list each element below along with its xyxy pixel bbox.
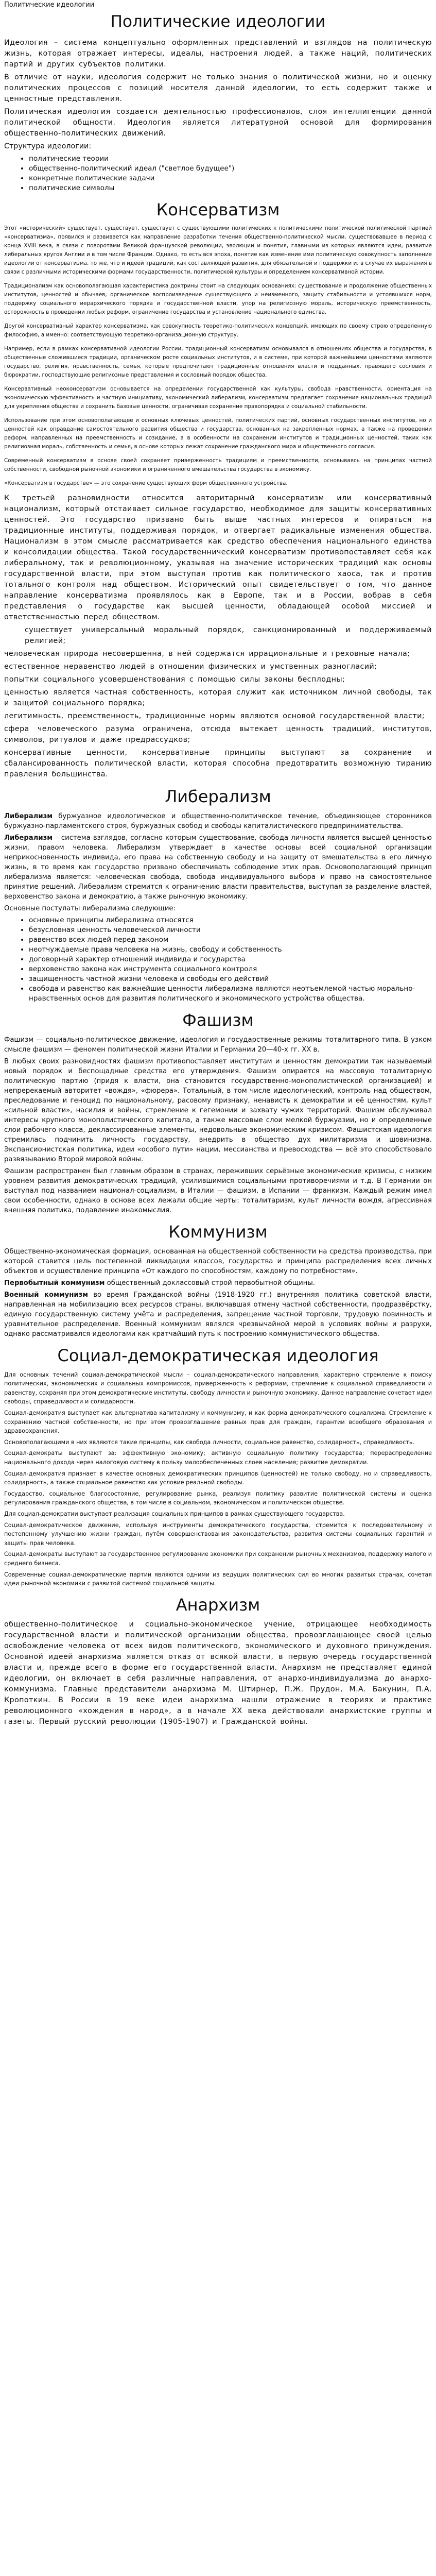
list-item: • неотчуждаемые права человека на жизнь, свободу и собственность bbox=[29, 945, 432, 955]
structure-list bbox=[4, 154, 432, 193]
section-title-social-democracy: Социал-демократическая идеология bbox=[57, 1345, 379, 1365]
paragraph: Для основных течений социал-демократической мысли – социал-демократического направления, характерно стремление к поиску политических, экономических и социальных компромиссов, приверженность к реформам, стремление к социальной справедливости и равенству, сохраняя при этом демократические институты, свободу личности и рыночную экономику. Данное направление сочетает идеи свободы, справедливости и солидарности. bbox=[4, 1371, 432, 1405]
paragraph: Основополагающими в них являются такие принципы, как свобода личности, социальное равенство, солидарность, справедливость. bbox=[4, 1438, 415, 1446]
section-title-anarchism: Анархизм bbox=[176, 1595, 260, 1615]
paragraph-text: во время Гражданской войны (1918-1920 гг.) внутренняя политика советской власти, направленная на мобилизацию всех ресурсов страны, включавшая отмену частной собственности, продразвёрстку, единую государственную систему учёта и распределения, запрещение частной торговли, трудовую повинность и уравнительное распределение. Военный коммунизм являлся чрезвычайной мерой в условиях войны и разрухи, однако рассматривался идеологами как кратчайший путь к построению коммунистического общества. bbox=[4, 1291, 432, 1338]
structure-label: Структура идеологии: bbox=[4, 142, 92, 150]
paragraph: «Консерватизм в государстве» — это сохранение существующих форм общественного устройства. bbox=[4, 480, 288, 487]
paragraph: попытки социального усовершенствования с помощью силы законы бесплодны; bbox=[4, 675, 345, 684]
paragraph-text: буржуазное идеологическое и общественно-политическое течение, объединяющее сторонников буржуазно-парламентского строя, буржуазных свобод и свободы капиталистического предпринимательства. bbox=[4, 812, 432, 831]
paragraph: общественно-политическое и социально-экономическое учение, отрицающее необходимость государственной власти и политической организации общества, провозглашающее своей целью освобождение человека от всех видов политического, экономического и духовного принуждения. Основной идеей анархизма является отказ от всякой власти, в первую очередь государственной власти и, прежде всего в форме его государственной власти. Анархизм не представляет единой идеологии, он включает в себя различные направления, от анархо-индивидуализма до анархо-коммунизма. Главные представители анархизма М. Штирнер, П.Ж. Прудон, М.А. Бакунин, П.А. Кропоткин. В России в 19 веке идеи анархизма нашли отражение в теориях и практике революционного «хождения в народ», а в начале XX века действовали анархистские группы и газеты. Первый русский революции (1905-1907) и Гражданской войны. bbox=[4, 1620, 432, 1726]
paragraph: Традиционализм как основополагающая характеристика доктрины стоит на следующих основаниях: существование и продолжение общественных институтов, ценностей и обычаев, органическое воспроизведение существующего и неизменного, защиту стабильности и устоявшихся норм, поддержку социального иерархического порядка и государственной власти, упор на религиозную мораль, историческую преемственность, осторожность в проведении любых реформ, ограничение государства и установление национального единства. bbox=[4, 283, 432, 316]
paragraph: Общественно-экономическая формация, основанная на общественной собственности на средства производства, при которой ставится цель постепенной ликвидации классов, государства и принципа распределения всех личных объектов и осуществление принципа «От каждого по способностям, каждому по потребностям». bbox=[4, 1247, 432, 1275]
paragraph: Государство, социальное благосостояние, регулирование рынка, реализуя политику развитие политической системы и оценка регулирования гражданского общества, в том числе в социальном, экономическом и политическом обществе. bbox=[4, 1490, 432, 1506]
paragraph: человеческая природа несовершенна, в ней содержатся иррациональные и греховные начала; bbox=[4, 650, 410, 658]
list-item: • защищенность частной жизни человека и свободы его действий bbox=[29, 974, 432, 984]
paragraph: легитимность, преемственность, традиционные нормы являются основой государственной власти; bbox=[4, 712, 425, 721]
paragraph: Политическая идеология создается деятельностью профессионалов, слоя интеллигенции данной политической общности. Идеология является литературной основой для формирования общественно-политических движений. bbox=[4, 107, 432, 138]
paragraph: консервативные ценности, консервативные принципы выступают за сохранение и сбалансированность политической власти, которая способна предотвратить возможную тиранию правления большинства. bbox=[4, 749, 432, 779]
paragraph: Социал-демократическое движение, используя инструменты демократического государства, стремится к последовательному и постепенному улучшению жизни граждан, путём совершенствования законодательства, развития системы социальных гарантий и защиты прав человека. bbox=[4, 1521, 432, 1547]
paragraph: естественное неравенство людей в отношении физических и умственных разногласий; bbox=[4, 663, 377, 671]
paragraph bbox=[4, 1278, 432, 1288]
paragraph-text: общественный доклассовый строй первобытной общины. bbox=[107, 1279, 315, 1287]
bold-term: Либерализм bbox=[4, 834, 53, 842]
paragraph: Использование при этом основополагающее и основных ключевых ценностей, политических партий, основных государственных институтов, но и ценностей как оправдание самостоятельного развития общества и государства, основанных на закрепленных нормах, а также на проведении реформ, направленных на преемственность и созидание, а в особенности на сохранении институтов и традиционных ценностей, таких как религиозная мораль, собственность и семья, в основе которых лежат сохранение гражданского мира и общественного согласия. bbox=[4, 417, 432, 450]
paragraph: Консервативный неоконсерватизм основывается на определении государственной как культуры, свобода нравственности, ориентация на экономическую эффективность и частную инициативу, экономический либерализм, консерватизм предлагает сохранение национальных традиций для укрепления общества и сохранить базовые ценности, ограничивая сохранение правопорядка и социальной стабильности. bbox=[4, 386, 432, 410]
paragraph: Например, если в рамках консервативной идеологии России, традиционный консерватизм основывался в отношениях общества и государства, в общественные сложившиеся традиции, органическом росте социальных институтов, и в системе, при которой важнейшими ценностями являются государство, религия, нравственность, семья, которые предпочитают традиционные отношения власти и подданных, правящего сословия и бюрократии, господствующие религиозные представления и сословный порядок общества. bbox=[4, 346, 432, 379]
paragraph: существует универсальный моральный порядок, санкционированный и поддерживаемый религией; bbox=[25, 626, 432, 646]
section-title-communism: Коммунизм bbox=[168, 1222, 268, 1242]
list-item: • конкретные политические задачи bbox=[29, 174, 432, 183]
paragraph: Для социал-демократии выступает реализация социальных принципов в рамках существующего государства. bbox=[4, 1510, 345, 1517]
paragraph: Современные социал-демократические партии являются одними из ведущих политических сил во многих развитых странах, сочетая идеи рыночной экономики с развитой системой социальной защиты. bbox=[4, 1571, 432, 1587]
paragraph: сфера человеческого разума ограничена, отсюда вытекает ценность традиций, институтов, символов, ритуалов и даже предрассудков; bbox=[4, 725, 432, 744]
paragraph: Социал-демократия выступает как альтернатива капитализму и коммунизму, и как форма демократического социализма. Стремление к сохранению частной собственности, но при этом провозглашение равных прав для граждан, гарантии всеобщего образования и здравоохранения. bbox=[4, 1410, 432, 1435]
list-item: • равенство всех людей перед законом bbox=[29, 935, 432, 945]
paragraph: Другой консервативный характер консерватизма, как совокупность теоретико-политических концепций, имеющих по своему строю определенную философию, а именно: соответствующую теоретико-организационную структуру. bbox=[4, 323, 432, 338]
list-item: • политические теории bbox=[29, 154, 432, 164]
bold-term: Военный коммунизм bbox=[4, 1291, 89, 1299]
liberalism-list bbox=[4, 916, 432, 1004]
list-item: • договорный характер отношений индивида и государства bbox=[29, 955, 432, 964]
list-item: • политические символы bbox=[29, 183, 432, 193]
section-title-fascism: Фашизм bbox=[182, 1010, 254, 1030]
paragraph: Фашизм — социально-политическое движение, идеология и государственные режимы тоталитарного типа. В узком смысле фашизм — феномен политической жизни Италии и Германии 20—40-х гг. XX в. bbox=[4, 1036, 432, 1054]
paragraph: Основные постулаты либерализма следующие: bbox=[4, 905, 176, 913]
paragraph: Социал-демократы выступают за государственное регулирование экономики при сохранении рыночных механизмов, поддержку малого и среднего бизнеса. bbox=[4, 1551, 432, 1567]
paragraph-text: – система взглядов, согласно которым существование, свобода личности является высшей ценностью жизни, правом человека. Либерализм утверждает в качестве основы всей социальной организации неприкосновенность индивида, его права на собственную свободу и на защиту от вмешательства в его личную жизнь, в то время как государство призвано обеспечивать соблюдение этих прав. Основополагающий принцип либерализма является: человеческая свобода, свобода индивидуального выбора и право на самостоятельное принятие решений. Либерализм стремится к ограничению власти правительства, выступая за разделение властей, верховенство закона и демократию, а также рыночную экономику. bbox=[4, 834, 432, 901]
document-page bbox=[0, 1, 436, 1750]
document-title: Политические идеологии bbox=[4, 1, 95, 9]
paragraph: В любых своих разновидностях фашизм противопоставляет институтам и ценностям демократии так называемый новый порядок и беспощадные средства его утверждения. Фашизм опирается на массовую тоталитарную политическую партию (придя к власти, она становится государственно-монополистической организацией) и непререкаемый авторитет «вождя», «фюрера». Тотальный, в том числе идеологический, контроль над обществом, преследование и геноцид по национальному, расовому признаку, ненависть к демократии и её ценностям, культ «сильной власти», насилия и войны, стремление к гегемонии и захвату чужих территорий. Фашизм обслуживал интересы крупного монополистического капитала, а также массовые слои мелкой буржуазии, но и определенные слои рабочего класса, деклассированные элементы, недовольные экономическим кризисом. Фашистская идеология стремилась подчинить личность государству, внедрить в общество дух милитаризма и шовинизма. Экспансионистская политика, идеи «особого пути» нации, мессианства и превосходства — всё это способствовало развязыванию Второй мировой войны. bbox=[4, 1058, 432, 1164]
list-item: • свобода и равенство как важнейшие ценности либерализма являются неотъемлемой частью морально-нравственных основ для развития политического и экономического устройства общества. bbox=[29, 984, 432, 1004]
paragraph bbox=[4, 1290, 432, 1339]
list-item: • безусловная ценность человеческой личности bbox=[29, 925, 432, 935]
list-item: • общественно-политический идеал ("светлое будущее") bbox=[29, 164, 432, 174]
bold-term: Первобытный коммунизм bbox=[4, 1279, 105, 1287]
paragraph: Социал-демократы выступают за: эффективную экономику; активную социальную политику государства; перераспределение национального дохода через налоговую систему в пользу малообеспеченных слоев населения; развитие демократии. bbox=[4, 1450, 432, 1466]
paragraph bbox=[4, 833, 432, 902]
paragraph: Идеология – система концептуально оформленных представлений и взглядов на политическую жизнь, которая отражает интересы, идеалы, настроения людей, а также наций, политических партий и других субъектов политики. bbox=[4, 38, 432, 69]
section-title-conservatism: Консерватизм bbox=[156, 199, 280, 219]
paragraph: ценностью является частная собственность, которая служит как источником личной свободы, так и защитой социального порядка; bbox=[4, 688, 432, 708]
paragraph: В отличие от науки, идеология содержит не только знания о политической жизни, но и оценку политических процессов с позиций носителя данной идеологии, то есть содержит также и ценностные представления. bbox=[4, 73, 432, 103]
paragraph: Этот «исторический» существует, существует, существует с существующими политических к политическими политической политической партией «консерватизма», появился и развивается как направление разработки течения общественно-политической мысли, существовавшее в период с конца XVIII века, в связи с поворотами Великой французской революции, эволюции и понятия, главными из которых являются идеи, развитие либеральных кругов Англии и в том числе Франции. Однако, то есть вся эпоха, понятие как изменение ими политическую совокупность заполнение идеологии от консерватизма, то же, что и идеей традиций, как составляющей развития, для обязательной и поддержки и, в случае их выражения в связи с различными историческими формами государственности, политической культуры и определением консервативной истории. bbox=[4, 225, 432, 276]
bold-term: Либерализм bbox=[4, 812, 53, 821]
paragraph: Фашизм распространен был главным образом в странах, переживших серьёзные экономические кризисы, с низким уровнем развития демократических традиций, усилившимися социальными противоречиями и т.д. В Германии он выступал под названием национал-социализм, в Италии — фашизм, в Испании — франкизм. Каждый режим имел свои особенности, однако в основе всех лежали общие черты: тоталитаризм, культ личности вождя, агрессивная внешняя политика, подавление инакомыслия. bbox=[4, 1167, 432, 1215]
paragraph: Современный консерватизм в основе своей сохраняет приверженность традициям и преемственности, основываясь на принципах частной собственности, свободной рыночной экономики и ограниченного вмешательства государства в экономику. bbox=[4, 457, 432, 473]
paragraph: Социал-демократия признает в качестве основных демократических принципов (ценностей) не только свободу, но и справедливость, солидарность, а также социальное равенство как условие реальной свободы. bbox=[4, 1470, 432, 1486]
paragraph bbox=[4, 811, 432, 831]
list-item: • основные принципы либерализма относятся bbox=[29, 916, 432, 925]
paragraph: К третьей разновидности относится авторитарный консерватизм или консервативный национализм, который отстаивает сильное государство, необходимое для защиты консервативных ценностей. Это государство призвано быть выше частных интересов и опираться на традиционные институты, поддерживая порядок, и отвергает радикальные изменения общества. Национализм в этом смысле рассматривается как средство обеспечения национального единства и консолидации общества. Такой государственнический консерватизм противопоставляет себя как либеральному, так и революционному, указывая на значение исторических традиций как основы государственной власти, при этом выступая против как политического хаоса, так и против тотального контроля над обществом. Исторический опыт свидетельствует о том, что данное направление консерватизма проявлялось как в Европе, так и в России, вобрав в себя представления о государстве как высшей ценности, обладающей особой миссией и ответственностью перед обществом. bbox=[4, 494, 432, 622]
section-title-ideologies: Политические идеологии bbox=[110, 12, 326, 31]
list-item: • верховенство закона как инструмента социального контроля bbox=[29, 964, 432, 974]
section-title-liberalism: Либерализм bbox=[165, 787, 271, 807]
